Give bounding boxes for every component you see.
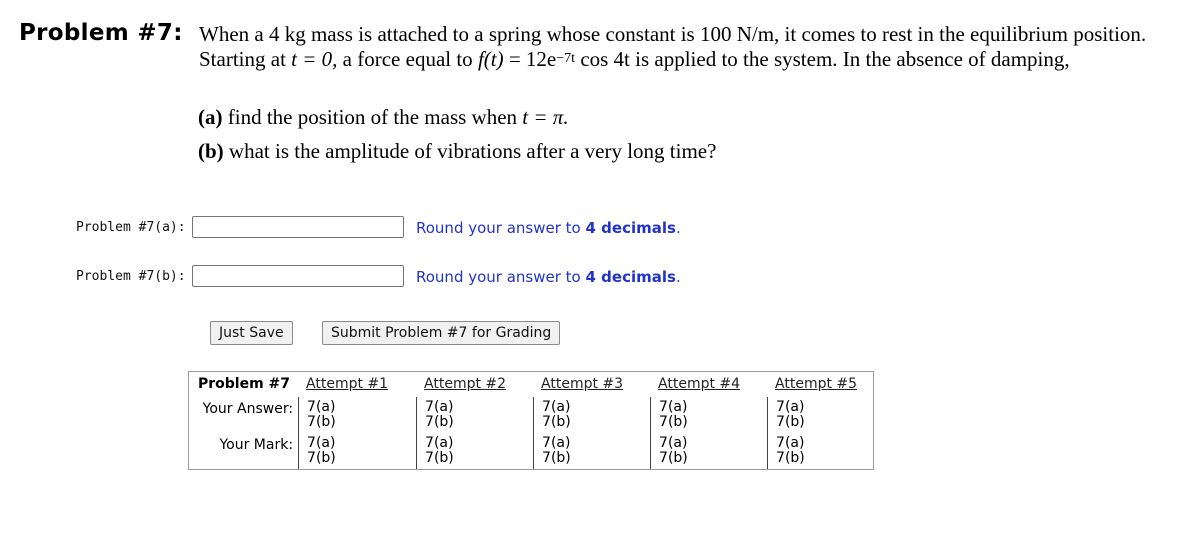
- part-a: (a) find the position of the mass when t = π.: [198, 105, 569, 129]
- table-cell: 7(a) 7(b): [533, 433, 650, 469]
- rounding-hint-a: Round your answer to 4 decimals.: [416, 219, 681, 237]
- table-cell: 7(a) 7(b): [767, 397, 873, 433]
- problem-statement: [199, 22, 1199, 75]
- answer-label-b: Problem #7(b):: [76, 269, 186, 284]
- your-answer-row: [189, 397, 873, 433]
- attempt-3-link[interactable]: Attempt #3: [541, 376, 624, 392]
- answer-row-a: [76, 216, 776, 240]
- answer-row-b: [76, 265, 776, 289]
- table-cell: 7(a) 7(b): [650, 397, 767, 433]
- rounding-hint-b: Round your answer to 4 decimals.: [416, 268, 681, 286]
- your-mark-row: [189, 433, 873, 469]
- table-cell: 7(a) 7(b): [416, 397, 533, 433]
- problem-parts: [198, 105, 716, 173]
- attempt-5-link[interactable]: Attempt #5: [775, 376, 858, 392]
- table-cell: 7(a) 7(b): [767, 433, 873, 469]
- attempts-corner-label: Problem #7: [198, 376, 291, 392]
- attempts-table: [188, 371, 874, 470]
- table-cell: 7(a) 7(b): [298, 433, 416, 469]
- just-save-button[interactable]: Just Save: [210, 321, 293, 345]
- attempt-4-link[interactable]: Attempt #4: [658, 376, 741, 392]
- answer-input-b[interactable]: [192, 265, 404, 287]
- submit-for-grading-button[interactable]: Submit Problem #7 for Grading: [322, 321, 560, 345]
- answer-input-a[interactable]: [192, 216, 404, 238]
- answer-label-a: Problem #7(a):: [76, 220, 186, 235]
- statement-line-2: Starting at t = 0, a force equal to $f(t) = 12e^{-7t}$ cos 4t is applied to the system. In the absence of damping,: [199, 47, 1070, 71]
- table-cell: 7(a) 7(b): [533, 397, 650, 433]
- attempt-2-link[interactable]: Attempt #2: [424, 376, 507, 392]
- table-cell: 7(a) 7(b): [416, 433, 533, 469]
- statement-line-1: When a 4 kg mass is attached to a spring whose constant is 100 N/m, it comes to rest in the equilibrium position.: [199, 22, 1147, 46]
- table-cell: 7(a) 7(b): [298, 397, 416, 433]
- your-answer-label: Your Answer:: [202, 401, 294, 417]
- part-b: (b) what is the amplitude of vibrations after a very long time?: [198, 139, 717, 163]
- problem-number: Problem #7:: [19, 20, 183, 46]
- table-cell: 7(a) 7(b): [650, 433, 767, 469]
- your-mark-label: Your Mark:: [219, 437, 294, 453]
- attempt-1-link[interactable]: Attempt #1: [306, 376, 389, 392]
- attempts-header-row: [189, 372, 873, 397]
